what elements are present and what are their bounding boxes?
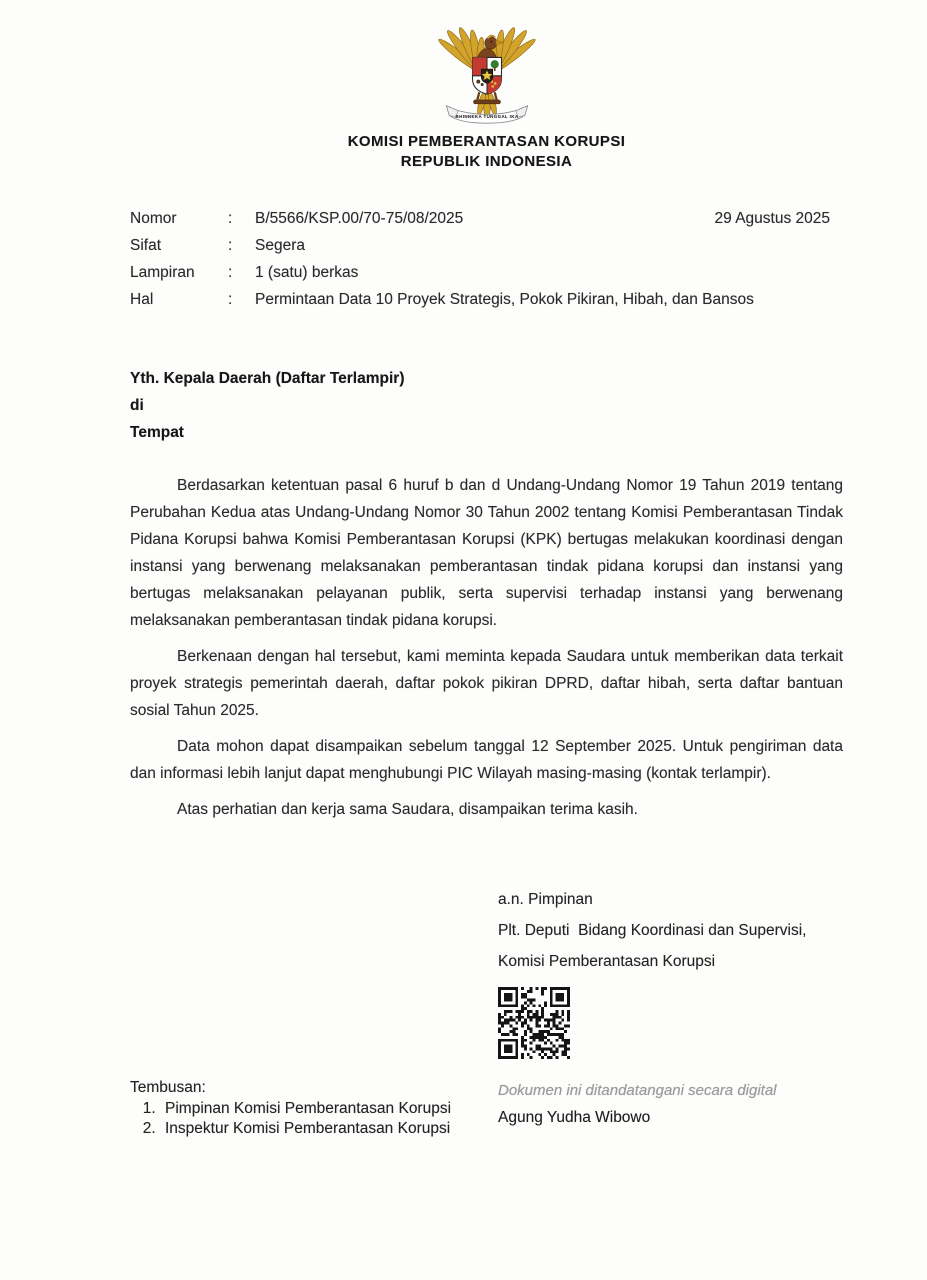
cc-block xyxy=(130,1077,451,1139)
letter-number: B/5566/KSP.00/70-75/08/2025 xyxy=(255,210,464,227)
qr-code-icon xyxy=(498,987,570,1059)
body-paragraph: Data mohon dapat disampaikan sebelum tanggal 12 September 2025. Untuk pengiriman data dan informasi lebih lanjut dapat menghubungi PIC Wilayah masing-masing (kontak terlampir). xyxy=(130,738,843,782)
meta-colon: : xyxy=(228,210,233,227)
letter-urgency: Segera xyxy=(255,237,305,254)
cc-list xyxy=(147,1099,451,1139)
cc-item: 1. Pimpinan Komisi Pemberantasan Korupsi xyxy=(160,1099,451,1119)
meta-colon: : xyxy=(228,291,233,308)
body-paragraph: Berdasarkan ketentuan pasal 6 huruf b dan d Undang-Undang Nomor 19 Tahun 2019 tentang Perubahan Kedua atas Undang-Undang Nomor 30 Tahun 2002 tentang Komisi Pemberantasan Tindak Pidana Korupsi bahwa Komisi Pemberantasan Korupsi (KPK) bertugas melakukan koordinasi dengan instansi yang berwenang melaksanakan pemberantasan tindak pidana korupsi dan instansi yang bertugas melaksanakan pelayanan publik, serta supervisi terhadap instansi yang berwenang melaksanakan pemberantasan tindak pidana korupsi. xyxy=(130,477,843,629)
letter-content xyxy=(130,0,843,832)
digital-signature-note: Dokumen ini ditandatangani secara digital xyxy=(498,1082,777,1099)
recipient-line: di xyxy=(130,397,144,414)
meta-label: Nomor xyxy=(130,210,177,227)
letter-subject: Permintaan Data 10 Proyek Strategis, Pokok Pikiran, Hibah, dan Bansos xyxy=(255,291,754,308)
cc-item: 2. Inspektur Komisi Pemberantasan Korupsi xyxy=(160,1119,451,1139)
signature-title-2: Komisi Pemberantasan Korupsi xyxy=(498,953,716,970)
meta-row-lampiran xyxy=(130,259,843,286)
signature-block xyxy=(498,884,806,1129)
signature-on-behalf: a.n. Pimpinan xyxy=(498,891,593,908)
letterhead xyxy=(130,0,843,172)
signer-name: Agung Yudha Wibowo xyxy=(498,1109,651,1126)
body-paragraph: Berkenaan dengan hal tersebut, kami meminta kepada Saudara untuk memberikan data terkait proyek strategis pemerintah daerah, daftar pokok pikiran DPRD, daftar hibah, serta daftar bantuan sosial Tahun 2025. xyxy=(130,648,843,719)
meta-colon: : xyxy=(228,237,233,254)
garuda-pancasila-emblem xyxy=(429,14,545,126)
letter-meta xyxy=(130,205,843,313)
meta-row-hal xyxy=(130,286,843,313)
meta-label: Hal xyxy=(130,291,154,308)
recipient-line: Tempat xyxy=(130,424,184,441)
recipient-line: Yth. Kepala Daerah (Daftar Terlampir) xyxy=(130,370,405,387)
org-subtitle: REPUBLIK INDONESIA xyxy=(400,153,573,170)
signature-title-1: Plt. Deputi Bidang Koordinasi dan Supervisi, xyxy=(498,922,807,939)
meta-colon: : xyxy=(228,264,233,281)
body-paragraph: Atas perhatian dan kerja sama Saudara, disampaikan terima kasih. xyxy=(177,801,638,818)
meta-label: Sifat xyxy=(130,237,162,254)
emblem-motto-text: BHINNEKA TUNGGAL IKA xyxy=(455,113,518,119)
meta-label: Lampiran xyxy=(130,264,195,281)
letter-attachment: 1 (satu) berkas xyxy=(255,264,359,281)
org-name: KOMISI PEMBERANTASAN KORUPSI xyxy=(347,133,626,150)
cc-title: Tembusan: xyxy=(130,1079,206,1096)
recipient-block xyxy=(130,365,843,446)
letter-body xyxy=(130,472,843,823)
meta-row-sifat xyxy=(130,232,843,259)
letter-date: 29 Agustus 2025 xyxy=(714,210,830,227)
